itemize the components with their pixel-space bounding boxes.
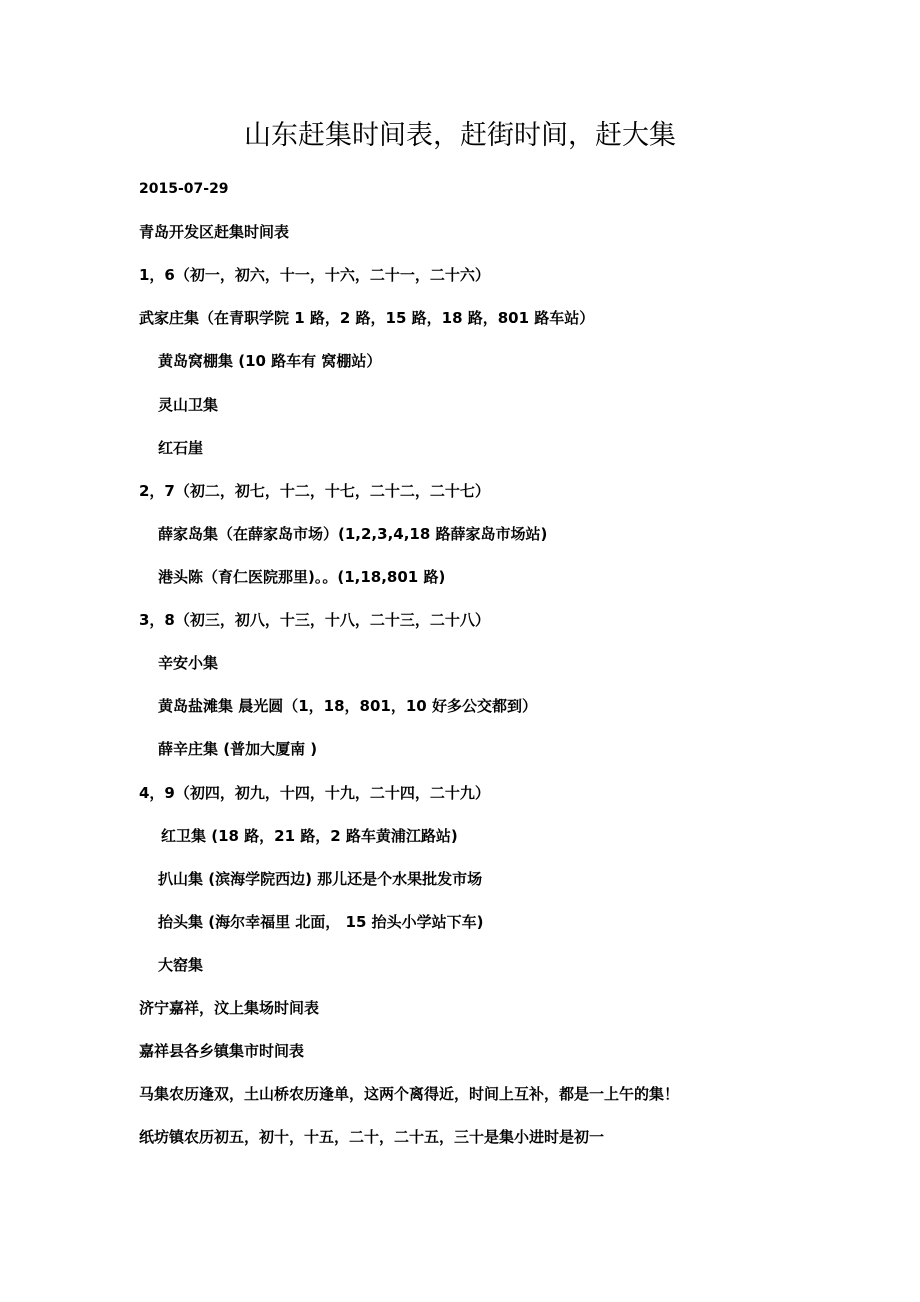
- market-entry: 抬头集 (海尔幸福里 北面， 15 抬头小学站下车): [158, 913, 484, 931]
- market-entry: 红卫集 (18 路，21 路，2 路车黄浦江路站): [161, 827, 458, 845]
- document-date: 2015-07-29: [139, 181, 229, 197]
- market-entry: 黄岛盐滩集 晨光圆（1，18，801，10 好多公交都到）: [158, 697, 537, 715]
- schedule-days-3-8: 3，8（初三，初八，十三，十八，二十三，二十八）: [139, 611, 490, 629]
- market-entry: 黄岛窝棚集 (10 路车有 窝棚站）: [158, 352, 382, 370]
- section-heading-jining: 济宁嘉祥，汶上集场时间表: [139, 999, 320, 1017]
- market-entry: 大窑集: [158, 956, 204, 974]
- market-entry: 灵山卫集: [158, 396, 219, 414]
- market-entry: 港头陈（育仁医院那里)。。(1,18,801 路): [158, 568, 446, 586]
- market-entry: 辛安小集: [158, 654, 219, 672]
- section-heading-qingdao: 青岛开发区赶集时间表: [139, 223, 290, 241]
- section-heading-jiaxiang: 嘉祥县各乡镇集市时间表: [139, 1042, 305, 1060]
- paragraph-text: 纸坊镇农历初五，初十，十五，二十，二十五，三十是集小进时是初一: [139, 1128, 605, 1146]
- schedule-days-4-9: 4，9（初四，初九，十四，十九，二十四，二十九）: [139, 784, 490, 802]
- document-title: 山东赶集时间表，赶街时间，赶大集: [244, 120, 676, 151]
- market-entry: 扒山集 (滨海学院西边) 那儿还是个水果批发市场: [158, 870, 483, 888]
- paragraph-text: 马集农历逢双，土山桥农历逢单，这两个离得近，时间上互补，都是一上午的集！: [139, 1085, 680, 1103]
- market-entry: 武家庄集（在青职学院 1 路，2 路，15 路，18 路，801 路车站）: [139, 309, 595, 327]
- market-entry: 薛家岛集（在薛家岛市场）(1,2,3,4,18 路薛家岛市场站): [158, 525, 548, 543]
- market-entry: 红石崖: [158, 439, 204, 457]
- schedule-days-1-6: 1，6（初一，初六，十一，十六，二十一，二十六）: [139, 266, 490, 284]
- schedule-days-2-7: 2，7（初二，初七，十二，十七，二十二，二十七）: [139, 482, 490, 500]
- market-entry: 薛辛庄集 (普加大厦南 ): [158, 740, 318, 758]
